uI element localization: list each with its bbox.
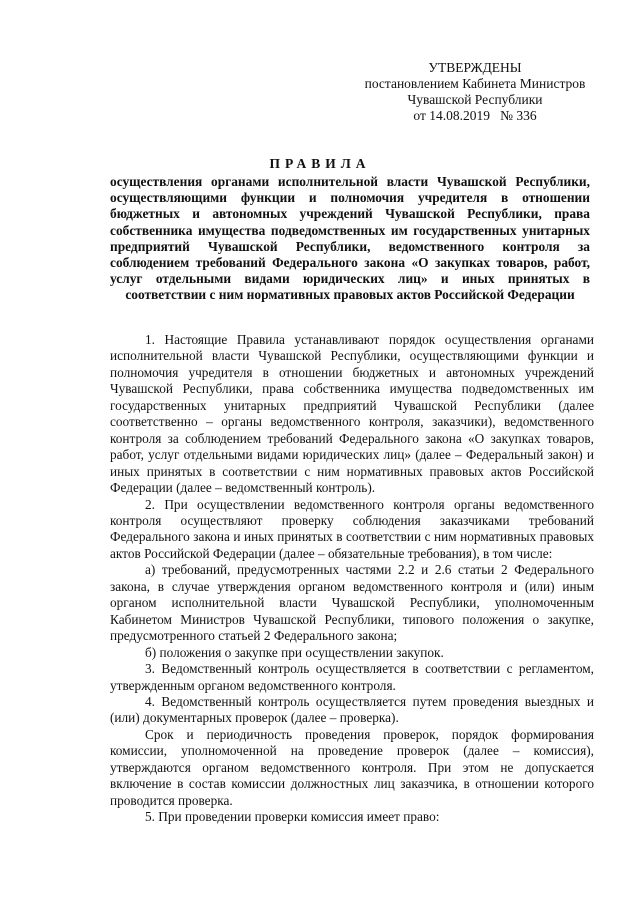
paragraph-1: 1. Настоящие Правила устанавливают порядок осуществления органами исполнительной власти Чувашской Республики, осуществляющими функции и полномочия учредителя в отношении бюджетных и автономных учреждений Чувашской Республики, права собственника имущества подведомственных им государственных унитарных предприятий Чувашской Республики (далее соответственно – органы ведомственного контроля, заказчики), ведомственного контроля за соблюдением требований Федерального закона «О закупках товаров, работ, услуг отдельными видами юридических лиц» (далее – Федеральный закон) и иных принятых в соответствии с ним нормативных правовых актов Российской Федерации (далее – ведомственный контроль). xyxy=(110,332,594,496)
paragraph-3: 3. Ведомственный контроль осуществляется в соответствии с регламентом, утвержденным органом ведомственного контроля. xyxy=(110,661,594,693)
approval-date-number: от 14.08.2019 № 336 xyxy=(413,108,537,123)
approval-decree-line: постановлением Кабинета Министров xyxy=(364,76,586,91)
paragraph-4-continued: Срок и периодичность проведения проверок, порядок формирования комиссии, уполномоченной на проведение проверок (далее – комиссия), утверждаются органом ведомственного контроля. При этом не допускается включение в состав комиссии должностных лиц заказчика, в отношении которого проводится проверка. xyxy=(110,726,594,808)
paragraph-2a: а) требований, предусмотренных частями 2.2 и 2.6 статьи 2 Федерального закона, в случае утверждения органом ведомственного контроля и (или) иным органом исполнительной власти Чувашской Республики, уполномоченным Кабинетом Министров Чувашской Республики, типового положения о закупке, предусмотренного статьей 2 Федерального закона; xyxy=(110,562,594,644)
paragraph-4: 4. Ведомственный контроль осуществляется путем проведения выездных и (или) документарных проверок (далее – проверка). xyxy=(110,693,594,726)
paragraph-2: 2. При осуществлении ведомственного контроля органы ведомственного контроля осуществляют проверку соблюдения заказчиками требований Федерального закона и иных принятых в соответствии с ним нормативных правовых актов Российской Федерации (далее – обязательные требования), в том числе: xyxy=(110,496,594,561)
document-body xyxy=(110,332,594,826)
paragraph-5: 5. При проведении проверки комиссия имеет право: xyxy=(145,809,440,825)
document-subtitle: осуществления органами исполнительной власти Чувашской Республики, осуществляющими функции и полномочия учредителя в отношении бюджетных и автономных учреждений Чувашской Республики, права собственника имущества подведомственных им государственных унитарных предприятий Чувашской Республики, ведомственного контроля за соблюдением требований Федерального закона «О закупках товаров, работ, услуг отдельными видами юридических лиц» и иных принятых в соответствии с ним нормативных правовых актов Российской Федерации xyxy=(110,174,590,303)
approval-block xyxy=(360,60,590,124)
approval-republic-line: Чувашской Республики xyxy=(407,92,543,107)
paragraph-2b: б) положения о закупке при осуществлении закупок. xyxy=(145,644,444,660)
approval-heading: УТВЕРЖДЕНЫ xyxy=(428,60,522,75)
document-title: ПРАВИЛА xyxy=(269,156,371,171)
